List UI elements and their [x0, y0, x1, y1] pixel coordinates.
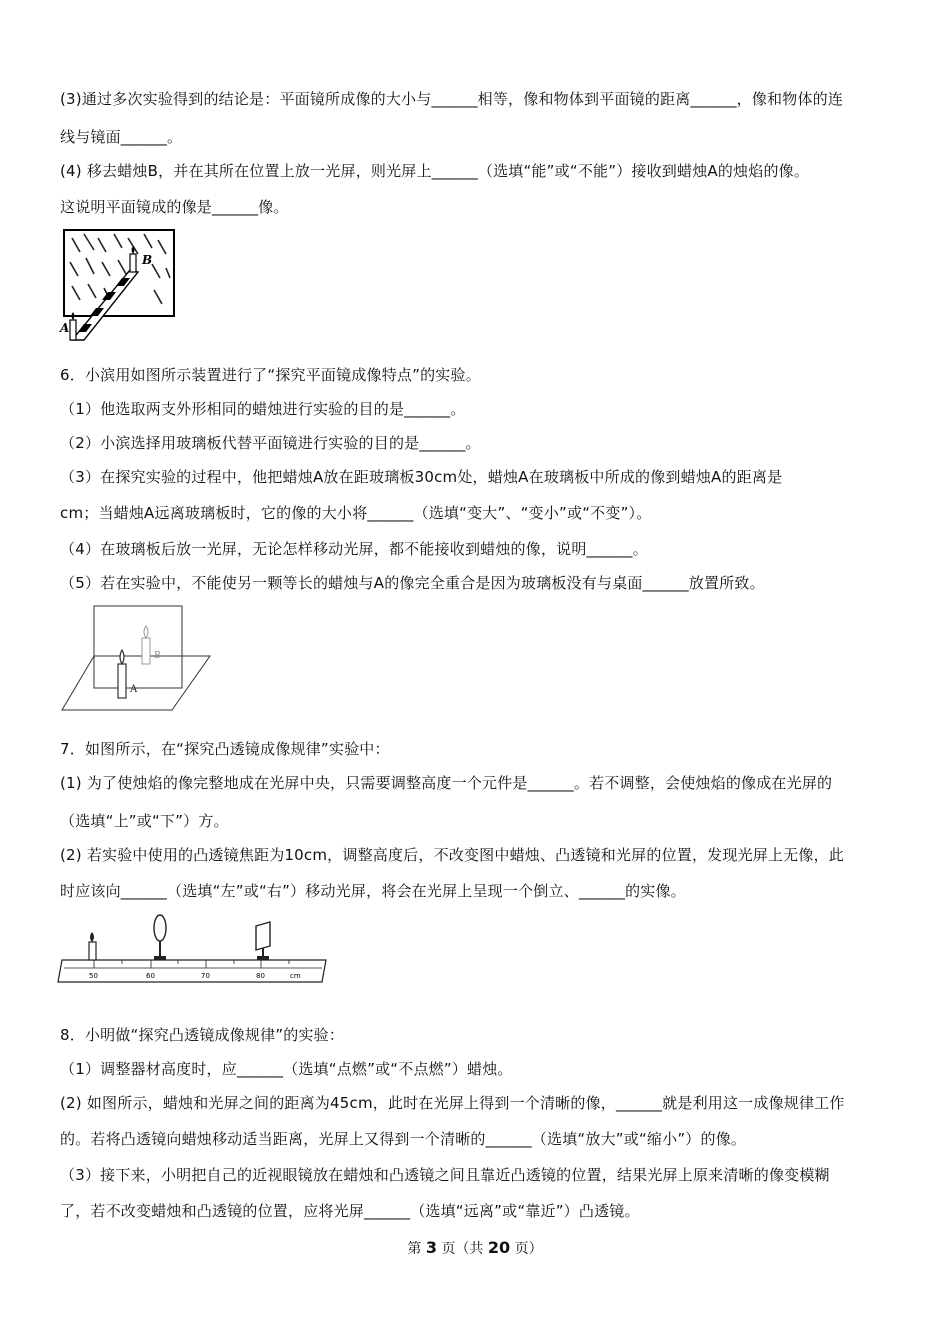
q7-sub-1b: （选填“上”或“下”）方。 — [60, 812, 229, 830]
q8-sub-3b: 了，若不改变蜡烛和凸透镜的位置，应将光屏______（选填“远离”或“靠近”）凸透镜。 — [60, 1202, 640, 1220]
q8-title: 8．小明做“探究凸透镜成像规律”的实验： — [60, 1026, 345, 1044]
ruler-label-unit: cm — [290, 972, 301, 980]
ruler-label-60: 60 — [146, 972, 155, 980]
q6-sub-4: （4）在玻璃板后放一光屏，无论怎样移动光屏，都不能接收到蜡烛的像，说明______。 — [60, 540, 648, 558]
q5-figure-mirror — [58, 228, 178, 350]
footer-page-number: 3 — [425, 1238, 437, 1257]
q6-figure-label-b: B — [154, 651, 161, 661]
q6-figure-label-a: A — [130, 684, 138, 695]
q6-sub-3b: cm；当蜡烛A远离玻璃板时，它的像的大小将______（选填“变大”、“变小”或“不变”）。 — [60, 504, 652, 522]
ruler-label-80: 80 — [256, 972, 265, 980]
q8-sub-2a: (2) 如图所示，蜡烛和光屏之间的距离为45cm，此时在光屏上得到一个清晰的像，______就是利用这一成像规律工作 — [60, 1094, 845, 1112]
q5-line-3: (4) 移去蜡烛B，并在其所在位置上放一光屏，则光屏上______（选填“能”或“不能”）接收到蜡烛A的烛焰的像。 — [60, 162, 810, 180]
ruler-label-50: 50 — [89, 972, 98, 980]
q8-sub-3a: （3）接下来，小明把自己的近视眼镜放在蜡烛和凸透镜之间且靠近凸透镜的位置，结果光屏上原来清晰的像变模糊 — [60, 1166, 830, 1184]
footer-mid: 页（共 — [441, 1241, 484, 1257]
q6-sub-1: （1）他选取两支外形相同的蜡烛进行实验的目的是______。 — [60, 400, 466, 418]
q7-figure-optical-bench — [56, 912, 332, 992]
q6-title: 6．小滨用如图所示装置进行了“探究平面镜成像特点”的实验。 — [60, 366, 481, 384]
q5-figure-label-a: A — [60, 321, 70, 335]
q6-figure-glass-plate — [58, 604, 218, 720]
ruler-label-70: 70 — [201, 972, 210, 980]
q7-sub-2b: 时应该向______（选填“左”或“右”）移动光屏，将会在光屏上呈现一个倒立、______的实像。 — [60, 882, 686, 900]
q6-sub-3a: （3）在探究实验的过程中，他把蜡烛A放在距玻璃板30cm处，蜡烛A在玻璃板中所成的像到蜡烛A的距离是 — [60, 468, 783, 486]
q7-sub-1a: (1) 为了使烛焰的像完整地成在光屏中央，只需要调整高度一个元件是______。若不调整，会使烛焰的像成在光屏的 — [60, 774, 833, 792]
q8-sub-1: （1）调整器材高度时，应______（选填“点燃”或“不点燃”）蜡烛。 — [60, 1060, 513, 1078]
q7-title: 7．如图所示，在“探究凸透镜成像规律”实验中： — [60, 740, 390, 758]
footer-prefix: 第 — [407, 1241, 422, 1257]
q6-sub-5: （5）若在实验中，不能使另一颗等长的蜡烛与A的像完全重合是因为玻璃板没有与桌面______放置所致。 — [60, 574, 765, 592]
footer-suffix: 页） — [514, 1241, 543, 1257]
q5-figure-label-b: B — [142, 253, 153, 267]
q6-sub-2: （2）小滨选择用玻璃板代替平面镜进行实验的目的是______。 — [60, 434, 481, 452]
q5-line-4: 这说明平面镜成的像是______像。 — [60, 198, 289, 216]
footer-total-pages: 20 — [487, 1238, 511, 1257]
q8-sub-2b: 的。若将凸透镜向蜡烛移动适当距离，光屏上又得到一个清晰的______（选填“放大”或“缩小”）的像。 — [60, 1130, 747, 1148]
q5-line-1: (3)通过多次实验得到的结论是：平面镜所成像的大小与______相等，像和物体到平面镜的距离______，像和物体的连 — [60, 90, 844, 108]
q5-line-2: 线与镜面______。 — [60, 128, 183, 146]
page-footer — [0, 1238, 950, 1258]
q7-sub-2a: (2) 若实验中使用的凸透镜焦距为10cm，调整高度后，不改变图中蜡烛、凸透镜和光屏的位置，发现光屏上无像，此 — [60, 846, 844, 864]
